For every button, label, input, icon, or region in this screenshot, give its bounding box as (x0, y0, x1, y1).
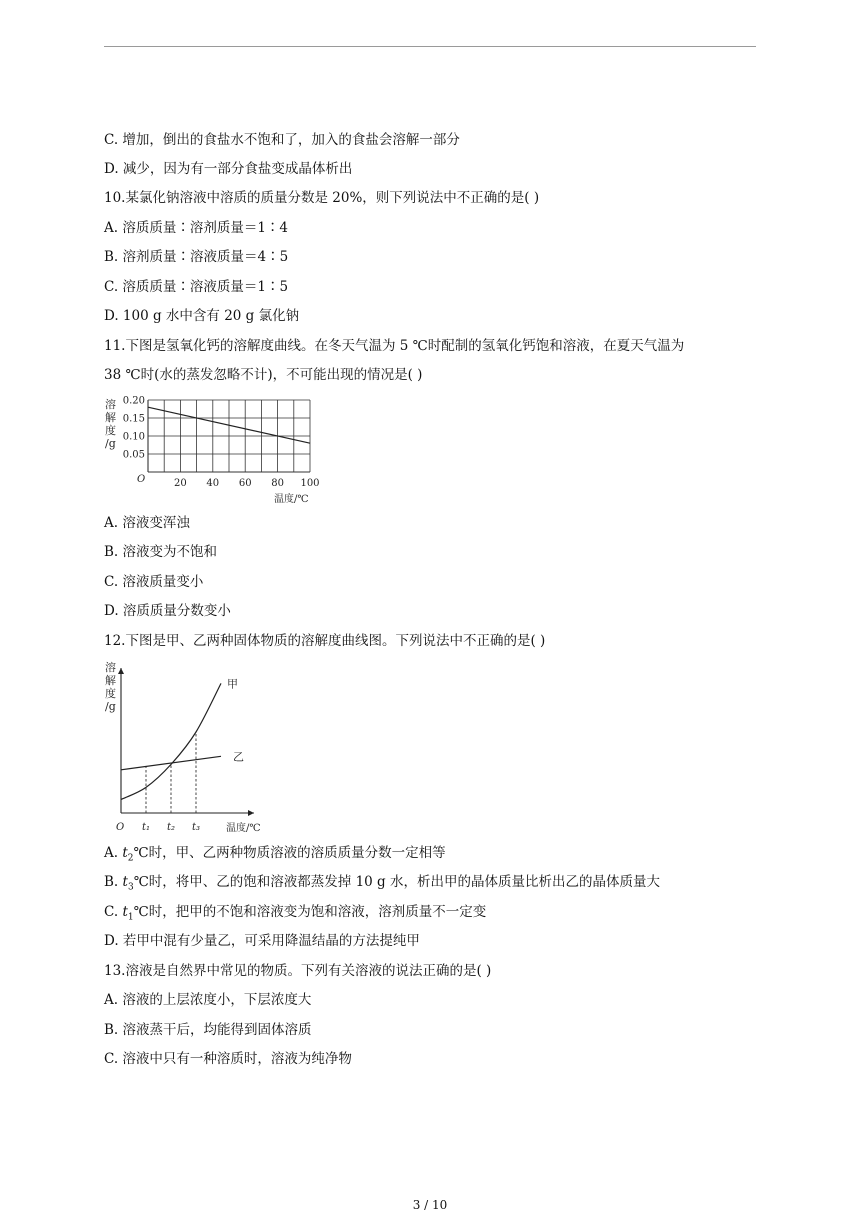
q9-option-d: D. 减少，因为有一部分食盐变成晶体析出 (104, 161, 353, 177)
chart2-jia-label: 甲 (227, 677, 238, 691)
q9-option-c: C. 增加，倒出的食盐水不饱和了，加入的食盐会溶解一部分 (104, 132, 460, 148)
chart1-y-tick-label: 0.20 (122, 395, 145, 407)
chart2-labels (105, 660, 261, 834)
chart2-x-tick-label: t₁ (141, 822, 151, 833)
q13-option-c: C. 溶液中只有一种溶质时，溶液为纯净物 (104, 1051, 352, 1067)
chart2-y-axis-label: 溶解度/g (105, 661, 116, 713)
chart1-y-tick-label: 0.10 (122, 431, 145, 443)
chart1-origin-label: O (137, 474, 146, 485)
q12-option-d: D. 若甲中混有少量乙，可采用降温结晶的方法提纯甲 (104, 933, 420, 949)
chart2-x-axis-label: 温度/℃ (226, 823, 261, 834)
q11-option-a: A. 溶液变浑浊 (104, 515, 190, 531)
chart2-yi-label: 乙 (233, 750, 244, 764)
q10-option-b: B. 溶剂质量∶溶液质量＝4∶5 (104, 249, 289, 265)
chart1-y-axis-label: 溶解度/g (105, 398, 116, 450)
chart1-labels (105, 396, 320, 506)
q11-option-c: C. 溶液质量变小 (104, 574, 204, 590)
chart1-x-tick-label: 80 (271, 478, 284, 489)
q11-option-b: B. 溶液变为不饱和 (104, 544, 218, 560)
q10-option-c: C. 溶质质量∶溶液质量＝1∶5 (104, 279, 289, 295)
chart1-x-tick-label: 40 (206, 478, 220, 489)
q13-option-a: A. 溶液的上层浓度小，下层浓度大 (104, 992, 312, 1008)
chart2-x-arrow (248, 810, 254, 816)
chart2-series (121, 683, 221, 799)
q12-option-a: A. $t_2℃$时，甲、乙两种物质溶液的溶质质量分数一定相等 (104, 845, 446, 864)
q12-option-c: C. $t_1℃$时，把甲的不饱和溶液变为饱和溶液，溶剂质量不一定变 (104, 904, 487, 923)
chart1-y-tick-label: 0.15 (122, 413, 145, 425)
chart1-x-tick-label: 60 (238, 478, 252, 489)
q10-stem: 10.某氯化钠溶液中溶质的质量分数是 20%，则下列说法中不正确的是( ) (104, 190, 540, 206)
chart2-y-arrow (118, 668, 124, 674)
chart1-x-tick-label: 20 (174, 478, 187, 489)
q11-stem-line1: 11.下图是氢氧化钙的溶解度曲线。在冬天气温为 5 ℃时配制的氢氧化钙饱和溶液，在夏天气温为 (104, 338, 685, 354)
chart2-x-tick-label: t₂ (166, 822, 176, 833)
q10-option-a: A. 溶质质量∶溶剂质量＝1∶4 (104, 220, 289, 236)
q12-option-b: B. $t_3℃$时，将甲、乙的饱和溶液都蒸发掉 10 g 水，析出甲的晶体质量比析出乙的晶体质量大 (104, 874, 660, 893)
jia-yi-solubility-chart (104, 660, 276, 836)
q13-option-b: B. 溶液蒸干后，均能得到固体溶质 (104, 1022, 312, 1038)
header-rule (104, 46, 756, 47)
chart2-x-tick-label: t₃ (191, 822, 201, 833)
chart1-grid (148, 400, 310, 472)
chart2-origin-label: O (116, 822, 125, 833)
page-number: 3 / 10 (412, 1198, 448, 1212)
q13-stem: 13.溶液是自然界中常见的物质。下列有关溶液的说法正确的是( ) (104, 963, 492, 979)
chart1-x-axis-label: 温度/℃ (274, 494, 309, 505)
chart2-jia-curve (121, 683, 221, 799)
q11-option-d: D. 溶质质量分数变小 (104, 603, 231, 619)
q10-option-d: D. 100 g 水中含有 20 g 氯化钠 (104, 308, 300, 324)
chart1-y-tick-label: 0.05 (122, 449, 145, 461)
q12-stem: 12.下图是甲、乙两种固体物质的溶解度曲线图。下列说法中不正确的是( ) (104, 633, 546, 649)
q11-stem-line2: 38 ℃时(水的蒸发忽略不计)，不可能出现的情况是( ) (104, 367, 423, 383)
calcium-hydroxide-solubility-chart (104, 394, 330, 506)
chart1-x-tick-label: 100 (300, 478, 320, 489)
